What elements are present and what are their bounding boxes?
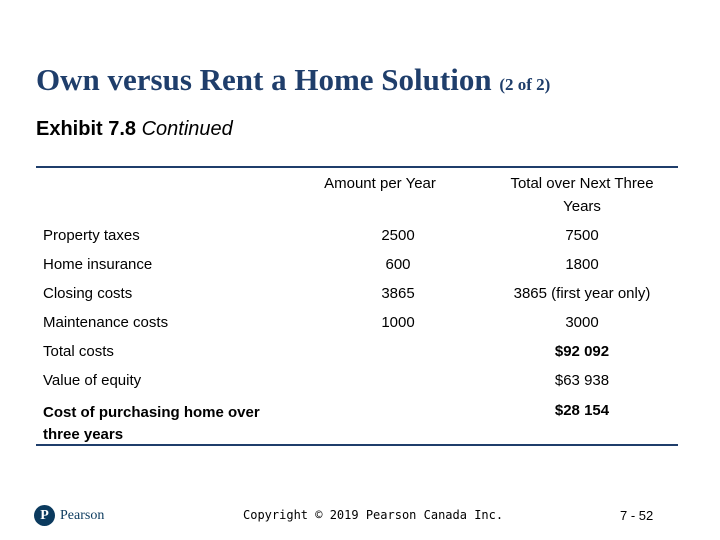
- slide-title: [36, 62, 550, 98]
- cell-total-value-of-equity: $63 938: [554, 372, 610, 389]
- cell-total-total-costs: $92 092: [554, 343, 610, 360]
- row-label-closing-costs: Closing costs: [43, 285, 133, 302]
- copyright-notice: Copyright © 2019 Pearson Canada Inc.: [243, 508, 504, 522]
- slide-title-sub: (2 of 2): [499, 75, 551, 94]
- cell-total-home-insurance: 1800: [565, 256, 599, 273]
- pearson-logo-icon: P: [34, 505, 55, 526]
- header-amount-per-year: Amount per Year: [324, 175, 436, 192]
- pearson-logo-text: Pearson: [60, 507, 105, 523]
- row-label-maintenance-costs: Maintenance costs: [43, 314, 169, 331]
- cell-amount-property-taxes: 2500: [381, 227, 415, 244]
- exhibit-number: Exhibit 7.8: [36, 118, 137, 140]
- row-label-property-taxes: Property taxes: [43, 227, 140, 244]
- cell-amount-maintenance-costs: 1000: [381, 314, 415, 331]
- exhibit-heading: [36, 118, 233, 141]
- cell-total-property-taxes: 7500: [565, 227, 599, 244]
- cell-amount-home-insurance: 600: [385, 256, 411, 273]
- table-top-rule: [36, 166, 678, 168]
- row-label-cost-of-purchasing: Cost of purchasing home over three years: [43, 404, 260, 443]
- header-total-three-years: Total over Next Three Years: [510, 175, 654, 215]
- slide-title-main: Own versus Rent a Home Solution: [36, 62, 492, 97]
- row-label-total-costs: Total costs: [43, 343, 114, 360]
- cell-amount-closing-costs: 3865: [381, 285, 415, 302]
- exhibit-continued: Continued: [141, 118, 233, 140]
- page-number: 7 - 52: [620, 508, 654, 523]
- row-label-value-of-equity: Value of equity: [43, 372, 142, 389]
- cell-total-cost-of-purchasing: $28 154: [554, 402, 610, 419]
- cell-total-maintenance-costs: 3000: [565, 314, 599, 331]
- row-label-home-insurance: Home insurance: [43, 256, 153, 273]
- cell-total-closing-costs: 3865 (first year only): [513, 285, 651, 302]
- pearson-logo: [34, 505, 104, 526]
- table-bottom-rule: [36, 444, 678, 446]
